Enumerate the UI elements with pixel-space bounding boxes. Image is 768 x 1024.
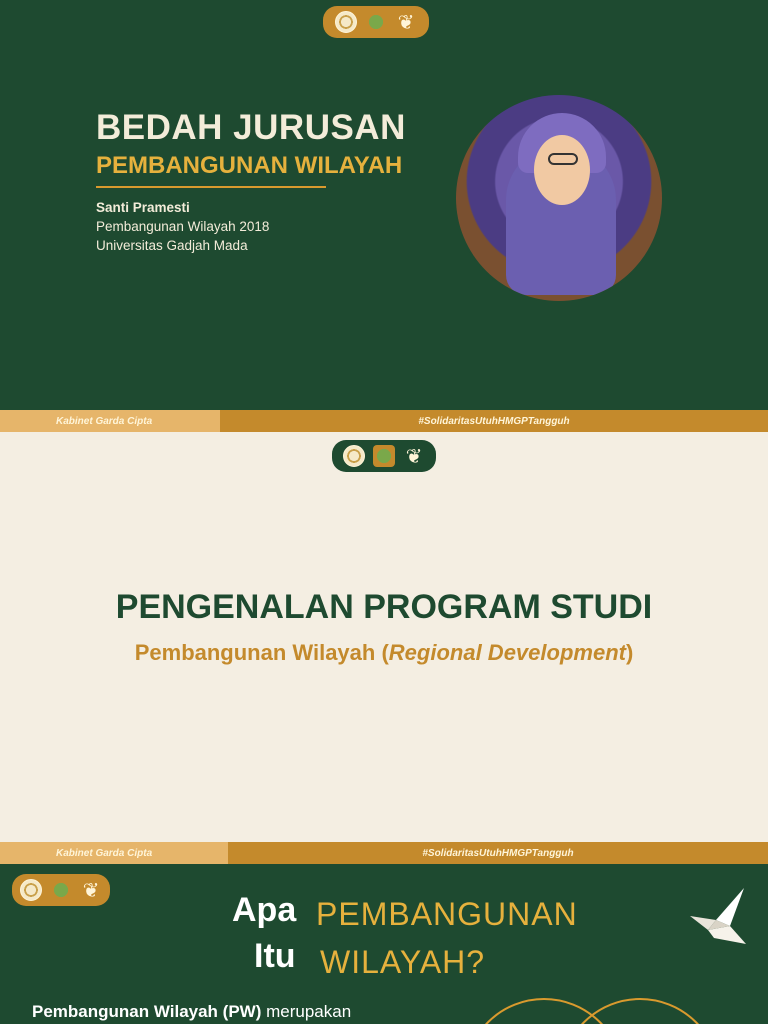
slide-title-subheading: PEMBANGUNAN WILAYAH — [96, 152, 403, 179]
presenter-info — [96, 198, 269, 255]
presenter-name: Santi Pramesti — [96, 200, 190, 215]
faculty-seal-icon — [373, 445, 395, 467]
section-subtitle: Pembangunan Wilayah (Regional Development) — [134, 640, 634, 665]
heading-line2: WILAYAH? — [320, 944, 486, 980]
heading-apa: Apa — [232, 891, 297, 929]
bird-logo-icon: ❦ — [405, 444, 423, 468]
ugm-seal-icon — [343, 445, 365, 467]
bird-logo-icon: ❦ — [397, 10, 415, 34]
footer-bar — [0, 410, 768, 432]
slide-title — [0, 0, 768, 432]
logo-bar — [323, 6, 429, 38]
footer-hashtag: #SolidaritasUtuhHMGPTangguh — [228, 842, 768, 864]
ugm-seal-icon — [335, 11, 357, 33]
slide-what-is-pw — [0, 842, 768, 1024]
logo-bar — [332, 440, 436, 472]
divider — [96, 186, 326, 188]
footer-hashtag: #SolidaritasUtuhHMGPTangguh — [220, 410, 768, 432]
definition-text: Pembangunan Wilayah (PW) merupakan — [32, 1002, 352, 1021]
slide-title-heading: BEDAH JURUSAN — [96, 108, 406, 147]
faculty-seal-icon — [365, 11, 387, 33]
presenter-program: Pembangunan Wilayah 2018 — [96, 219, 270, 234]
presenter-university: Universitas Gadjah Mada — [96, 238, 248, 253]
paper-crane-icon — [686, 886, 750, 946]
logo-bar — [12, 874, 110, 906]
section-title: PENGENALAN PROGRAM STUDI — [115, 588, 653, 626]
footer-cabinet: Kabinet Garda Cipta — [0, 842, 228, 864]
presenter-photo — [456, 95, 662, 301]
footer-cabinet: Kabinet Garda Cipta — [0, 410, 220, 432]
faculty-seal-icon — [50, 879, 72, 901]
heading-itu: Itu — [254, 937, 296, 975]
footer-bar — [0, 842, 768, 864]
bird-logo-icon: ❦ — [82, 878, 100, 902]
ugm-seal-icon — [20, 879, 42, 901]
slide-program-intro — [0, 432, 768, 842]
heading-line1: PEMBANGUNAN — [316, 896, 578, 932]
